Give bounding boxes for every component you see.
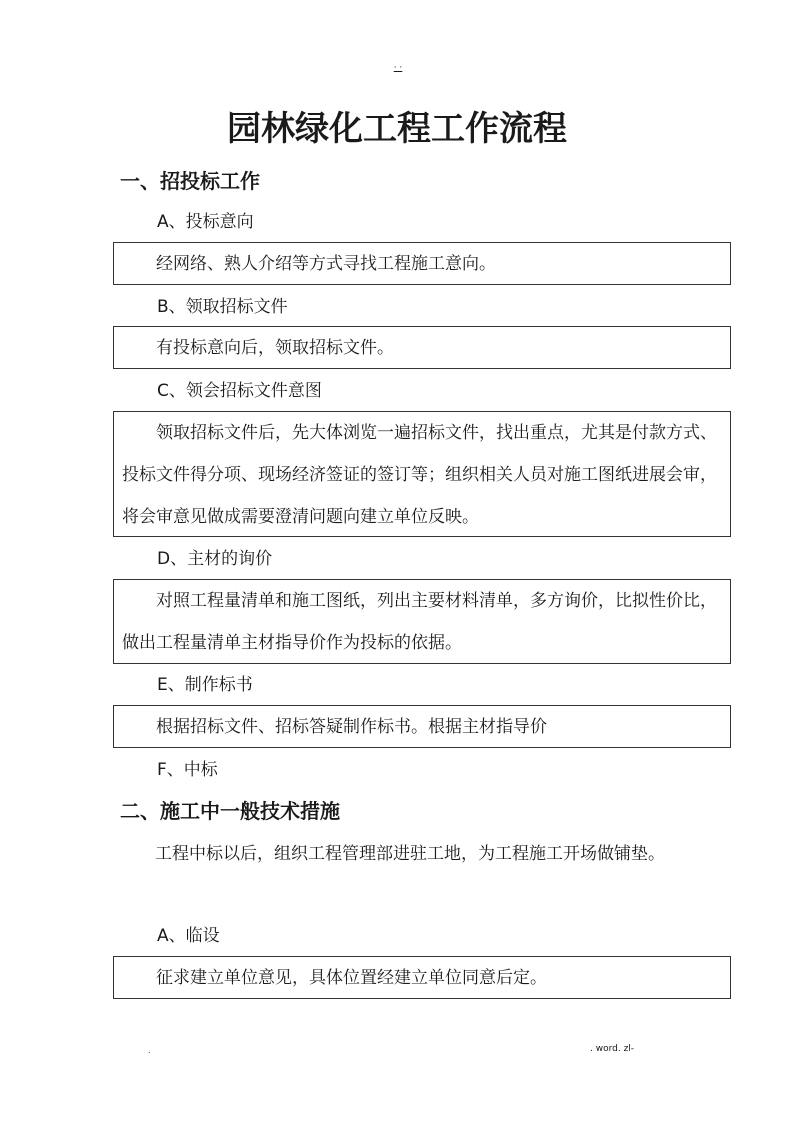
item-box-a [113,242,731,285]
item-label-d: D、主材的询价 [157,549,273,569]
item-label-b: B、领取招标文件 [157,297,288,317]
document-title: 园林绿化工程工作流程 [227,109,567,149]
item-label-temp: A、临设 [157,926,220,946]
section2-intro-text: 工程中标以后，组织工程管理部进驻工地，为工程施工开场做铺垫。 [155,844,665,864]
item-label-c: C、领会招标文件意图 [157,381,322,401]
item-text-c: 领取招标文件后，先大体浏览一遍招标文件，找出重点，尤其是付款方式、投标文件得分项、现场经济签证的签订等；组织相关人员对施工图纸进展会审，将会审意见做成需要澄清问题向建立单位反映。 [122,423,717,527]
item-text-b: 有投标意向后，领取招标文件。 [156,338,394,358]
item-text-d: 对照工程量清单和施工图纸，列出主要材料清单，多方询价，比拟性价比，做出工程量清单主材指导价作为投标的依据。 [122,591,717,653]
section2-intro [121,833,721,875]
item-label-e: E、制作标书 [157,675,253,695]
footer-left-mark: . [148,1046,151,1055]
item-label-a: A、投标意向 [157,212,254,232]
item-text-temp: 征求建立单位意见，具体位置经建立单位同意后定。 [156,968,547,988]
section-heading-bidding: 一、招投标工作 [120,169,260,193]
item-box-d [113,579,731,664]
item-box-temp [113,956,731,999]
item-box-e [113,705,731,748]
section-heading-technical: 二、施工中一般技术措施 [120,799,340,823]
header-mark: · · [393,63,403,73]
item-text-a: 经网络、熟人介绍等方式寻找工程施工意向。 [156,254,496,274]
footer-right-mark: . word. zl- [590,1044,635,1054]
item-box-b [113,326,731,369]
item-text-e: 根据招标文件、招标答疑制作标书。根据主材指导价 [156,717,547,737]
item-box-c [113,411,731,537]
item-label-f: F、中标 [157,760,218,780]
